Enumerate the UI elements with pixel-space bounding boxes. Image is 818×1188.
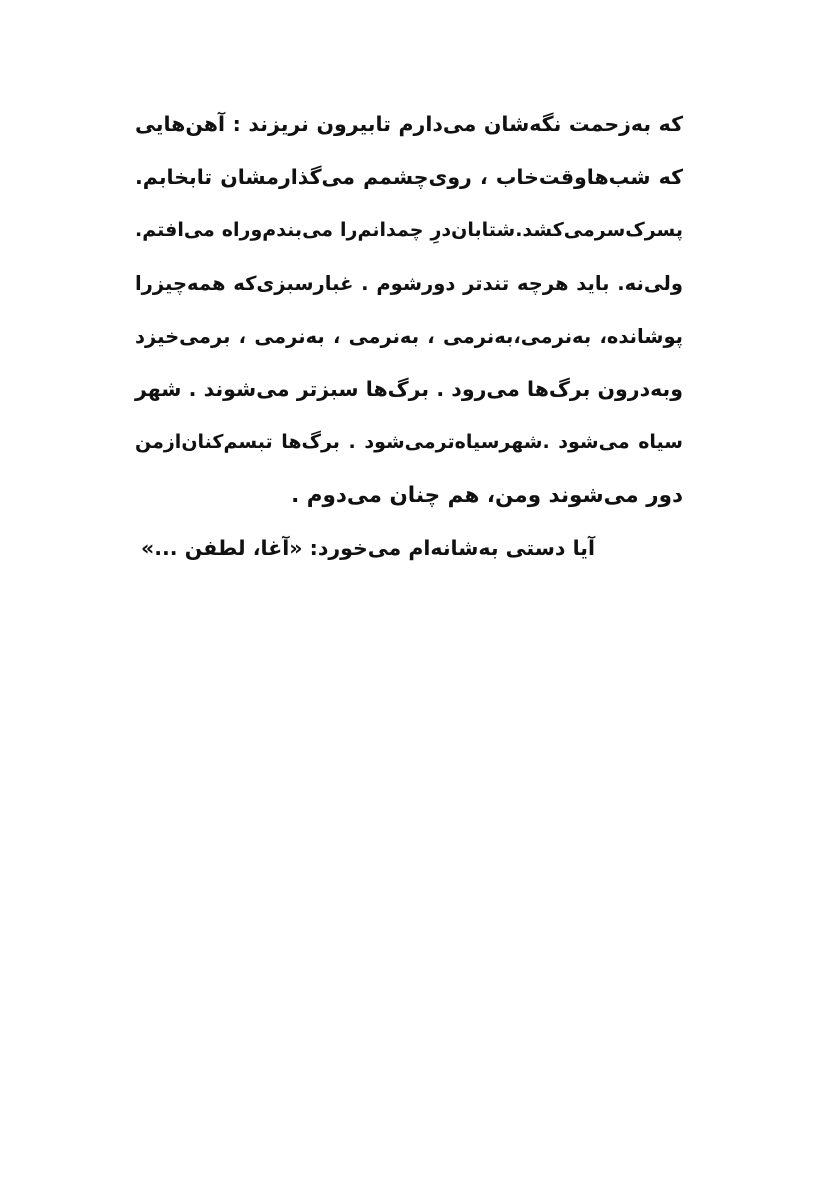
text-line-2: که شب‌هاوقت‌خاب ، روی‌چشمم می‌گذارمشان تابخابم. — [135, 165, 683, 189]
text-line-5: پوشانده، به‌نرمی،به‌نرمی ، به‌نرمی ، به‌نرمی ، برمی‌خیزد — [135, 325, 683, 348]
text-line-1: که به‌زحمت نگه‌شان می‌دارم تابیرون نریزند : آهن‌هایی — [135, 112, 683, 136]
text-line-4: ولی‌نه. باید هرچه تندتر دورشوم . غبارسبزی‌که همه‌چیزرا — [135, 272, 683, 295]
text-line-9: آیا دستی به‌شانه‌ام می‌خورد: «آغا، لطفن ...» — [140, 536, 595, 560]
persian-text-passage — [135, 98, 683, 575]
text-line-3: پسرک‌سرمی‌کشد.شتابان‌درِ چمدانم‌را می‌بندم‌وراه می‌افتم. — [135, 219, 683, 241]
text-line-6: وبه‌درون برگ‌ها می‌رود . برگ‌ها سبزتر می‌شوند . شهر — [135, 377, 683, 401]
text-line-7: سیاه می‌شود .شهرسیاه‌ترمی‌شود . برگ‌ها تبسم‌کنان‌ازمن — [135, 431, 683, 453]
text-line-8: دور می‌شوند ومن، هم چنان می‌دوم . — [291, 483, 683, 508]
